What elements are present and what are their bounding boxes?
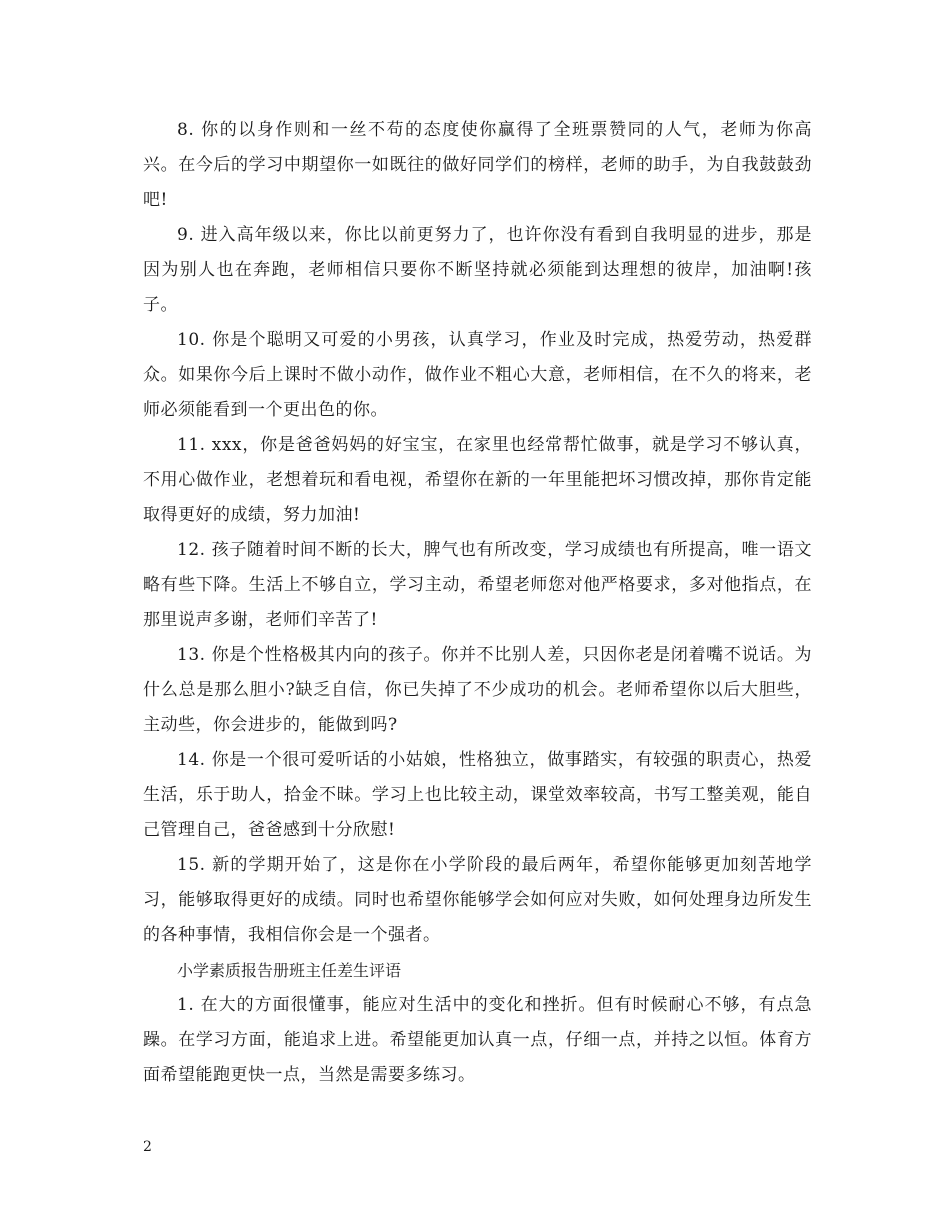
document-body xyxy=(143,113,812,1093)
comment-paragraph-12: 12. 孩子随着时间不断的长大，脾气也有所改变，学习成绩也有所提高，唯一语文略有些下降。生活上不够自立，学习主动，希望老师您对他严格要求，多对他指点，在那里说声多谢，老师们辛苦了! xyxy=(143,540,812,630)
comment-paragraph-13: 13. 你是个性格极其内向的孩子。你并不比别人差，只因你老是闭着嘴不说话。为什么总是那么胆小?缺乏自信，你已失掉了不少成功的机会。老师希望你以后大胆些，主动些，你会进步的，能做到吗? xyxy=(143,645,812,735)
section-heading: 小学素质报告册班主任差生评语 xyxy=(177,961,402,980)
page-number: 2 xyxy=(143,1139,152,1155)
section-comment-paragraph-1: 1. 在大的方面很懂事，能应对生活中的变化和挫折。但有时候耐心不够，有点急躁。在学习方面，能追求上进。希望能更加认真一点，仔细一点，并持之以恒。体育方面希望能跑更快一点，当然是需要多练习。 xyxy=(143,995,812,1085)
comment-paragraph-11: 11. xxx，你是爸爸妈妈的好宝宝，在家里也经常帮忙做事，就是学习不够认真，不用心做作业，老想着玩和看电视，希望你在新的一年里能把坏习惯改掉，那你肯定能取得更好的成绩，努力加油! xyxy=(143,435,812,525)
comment-paragraph-8: 8. 你的以身作则和一丝不苟的态度使你赢得了全班票赞同的人气，老师为你高兴。在今后的学习中期望你一如既往的做好同学们的榜样，老师的助手，为自我鼓鼓劲吧! xyxy=(143,120,812,210)
comment-paragraph-9: 9. 进入高年级以来，你比以前更努力了，也许你没有看到自我明显的进步，那是因为别人也在奔跑，老师相信只要你不断坚持就必须能到达理想的彼岸，加油啊!孩子。 xyxy=(143,225,812,315)
comment-paragraph-14: 14. 你是一个很可爱听话的小姑娘，性格独立，做事踏实，有较强的职责心，热爱生活，乐于助人，拾金不昧。学习上也比较主动，课堂效率较高，书写工整美观，能自己管理自己，爸爸感到十分欣慰! xyxy=(143,750,812,840)
comment-paragraph-10: 10. 你是个聪明又可爱的小男孩，认真学习，作业及时完成，热爱劳动，热爱群众。如果你今后上课时不做小动作，做作业不粗心大意，老师相信，在不久的将来，老师必须能看到一个更出色的你。 xyxy=(143,330,812,420)
comment-paragraph-15: 15. 新的学期开始了，这是你在小学阶段的最后两年，希望你能够更加刻苦地学习，能够取得更好的成绩。同时也希望你能够学会如何应对失败，如何处理身边所发生的各种事情，我相信你会是一个强者。 xyxy=(143,855,812,945)
